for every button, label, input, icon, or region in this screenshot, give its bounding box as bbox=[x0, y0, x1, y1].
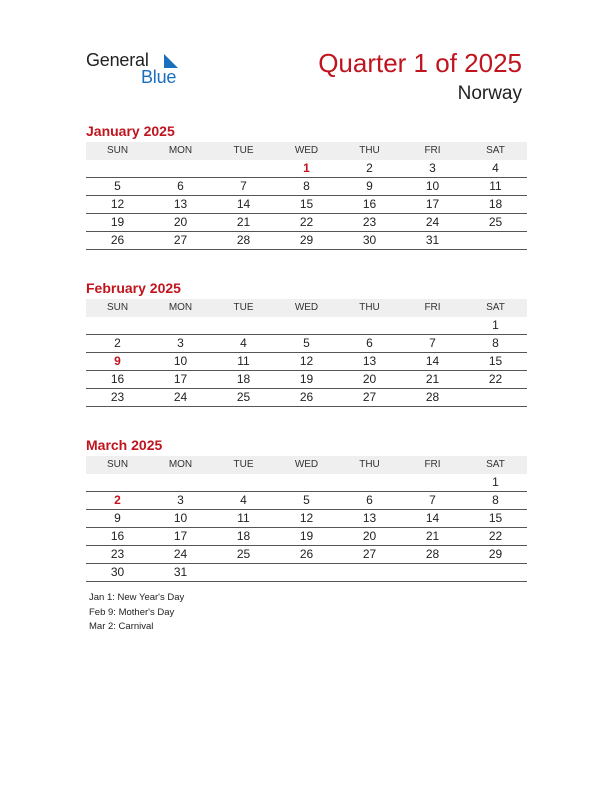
month-title: January 2025 bbox=[86, 123, 175, 139]
day-cell: 18 bbox=[236, 529, 251, 543]
day-cell: 24 bbox=[173, 547, 188, 561]
day-cell bbox=[86, 160, 149, 177]
day-cell: 5 bbox=[303, 336, 310, 350]
day-cell: 25 bbox=[488, 215, 503, 229]
weekday-label: WED bbox=[294, 145, 319, 156]
day-cell: 2 bbox=[366, 161, 373, 175]
day-cell: 9 bbox=[366, 179, 373, 193]
day-cell: 21 bbox=[236, 215, 251, 229]
week-row bbox=[86, 353, 527, 371]
week-row bbox=[86, 492, 527, 510]
day-cell: 8 bbox=[303, 179, 310, 193]
day-cell: 15 bbox=[299, 197, 314, 211]
week-row bbox=[86, 232, 527, 250]
day-cell: 25 bbox=[236, 547, 251, 561]
holiday-day-cell: 9 bbox=[114, 354, 121, 368]
day-cell: 6 bbox=[177, 179, 184, 193]
day-cell: 1 bbox=[492, 475, 499, 489]
weekday-label: THU bbox=[359, 459, 380, 470]
weekday-label: FRI bbox=[424, 459, 441, 470]
weekday-label: MON bbox=[168, 459, 193, 470]
weekday-label: TUE bbox=[233, 145, 254, 156]
weekday-label: SUN bbox=[106, 459, 129, 470]
day-cell: 11 bbox=[237, 354, 250, 368]
weekday-label: MON bbox=[168, 145, 193, 156]
week-row bbox=[86, 371, 527, 389]
day-cell: 18 bbox=[236, 372, 251, 386]
month-march bbox=[86, 436, 527, 582]
week-row bbox=[86, 196, 527, 214]
weekday-label: SAT bbox=[486, 459, 505, 470]
day-cell: 26 bbox=[299, 547, 314, 561]
day-cell: 29 bbox=[299, 233, 314, 247]
day-cell: 27 bbox=[362, 547, 377, 561]
day-cell: 25 bbox=[236, 390, 251, 404]
day-cell bbox=[212, 160, 275, 177]
weekday-label: SUN bbox=[106, 145, 129, 156]
day-cell: 11 bbox=[489, 179, 502, 193]
day-cell: 15 bbox=[488, 511, 503, 525]
day-cell: 2 bbox=[114, 336, 121, 350]
day-cell: 23 bbox=[110, 390, 125, 404]
day-cell bbox=[86, 474, 149, 491]
day-cell bbox=[212, 317, 275, 334]
day-cell: 13 bbox=[173, 197, 188, 211]
day-cell bbox=[149, 317, 212, 334]
day-cell bbox=[464, 232, 527, 249]
holiday-note: Mar 2: Carnival bbox=[89, 621, 154, 632]
day-cell: 3 bbox=[177, 336, 184, 350]
day-cell: 10 bbox=[173, 354, 188, 368]
day-cell: 7 bbox=[429, 336, 436, 350]
day-cell: 13 bbox=[362, 511, 377, 525]
day-cell: 21 bbox=[425, 529, 440, 543]
day-cell: 4 bbox=[240, 336, 247, 350]
week-row bbox=[86, 214, 527, 232]
week-row bbox=[86, 160, 527, 178]
weekday-label: MON bbox=[168, 302, 193, 313]
day-cell bbox=[86, 317, 149, 334]
day-cell bbox=[275, 564, 338, 581]
day-cell: 16 bbox=[362, 197, 377, 211]
holiday-day-cell: 1 bbox=[303, 161, 310, 175]
day-cell bbox=[401, 564, 464, 581]
week-row bbox=[86, 564, 527, 582]
day-cell: 18 bbox=[488, 197, 503, 211]
day-cell: 13 bbox=[362, 354, 377, 368]
day-cell: 19 bbox=[299, 372, 314, 386]
month-january bbox=[86, 122, 527, 250]
holiday-notes bbox=[89, 591, 184, 635]
weekday-header-row bbox=[86, 456, 527, 474]
day-cell: 17 bbox=[173, 529, 188, 543]
day-cell: 27 bbox=[362, 390, 377, 404]
weekday-label: WED bbox=[294, 459, 319, 470]
day-cell bbox=[338, 317, 401, 334]
day-cell: 24 bbox=[425, 215, 440, 229]
weekday-label: SAT bbox=[486, 145, 505, 156]
day-cell: 4 bbox=[240, 493, 247, 507]
month-title: March 2025 bbox=[86, 437, 163, 453]
day-cell: 8 bbox=[492, 336, 499, 350]
day-cell: 16 bbox=[110, 529, 125, 543]
day-cell: 7 bbox=[429, 493, 436, 507]
week-row bbox=[86, 528, 527, 546]
weekday-label: THU bbox=[359, 145, 380, 156]
generalblue-logo bbox=[86, 50, 196, 90]
weekday-label: THU bbox=[359, 302, 380, 313]
day-cell bbox=[401, 317, 464, 334]
day-cell: 26 bbox=[110, 233, 125, 247]
weekday-label: SUN bbox=[106, 302, 129, 313]
day-cell: 20 bbox=[173, 215, 188, 229]
day-cell bbox=[275, 474, 338, 491]
day-cell: 6 bbox=[366, 336, 373, 350]
day-cell: 30 bbox=[362, 233, 377, 247]
day-cell: 30 bbox=[110, 565, 125, 579]
week-row bbox=[86, 546, 527, 564]
day-cell: 19 bbox=[299, 529, 314, 543]
day-cell: 17 bbox=[173, 372, 188, 386]
day-cell: 14 bbox=[425, 354, 440, 368]
day-cell: 6 bbox=[366, 493, 373, 507]
day-cell: 9 bbox=[114, 511, 121, 525]
weekday-label: FRI bbox=[424, 145, 441, 156]
weekday-label: FRI bbox=[424, 302, 441, 313]
day-cell: 5 bbox=[114, 179, 121, 193]
day-cell: 14 bbox=[425, 511, 440, 525]
day-cell bbox=[338, 474, 401, 491]
day-cell bbox=[464, 389, 527, 406]
day-cell: 1 bbox=[492, 318, 499, 332]
holiday-day-cell: 2 bbox=[114, 493, 121, 507]
weekday-label: TUE bbox=[233, 302, 254, 313]
day-cell: 22 bbox=[488, 372, 503, 386]
day-cell: 27 bbox=[173, 233, 188, 247]
day-cell bbox=[401, 474, 464, 491]
week-row bbox=[86, 474, 527, 492]
weekday-header-row bbox=[86, 299, 527, 317]
day-cell bbox=[149, 160, 212, 177]
day-cell: 21 bbox=[425, 372, 440, 386]
day-cell bbox=[212, 474, 275, 491]
day-cell: 5 bbox=[303, 493, 310, 507]
day-cell: 15 bbox=[488, 354, 503, 368]
weekday-label: TUE bbox=[233, 459, 254, 470]
day-cell bbox=[464, 564, 527, 581]
weekday-header-row bbox=[86, 142, 527, 160]
day-cell bbox=[212, 564, 275, 581]
day-cell: 10 bbox=[173, 511, 188, 525]
day-cell: 17 bbox=[425, 197, 440, 211]
day-cell bbox=[275, 317, 338, 334]
day-cell: 22 bbox=[488, 529, 503, 543]
day-cell: 29 bbox=[488, 547, 503, 561]
day-cell: 24 bbox=[173, 390, 188, 404]
day-cell: 19 bbox=[110, 215, 125, 229]
day-cell: 28 bbox=[236, 233, 251, 247]
day-cell: 20 bbox=[362, 529, 377, 543]
holiday-note: Jan 1: New Year's Day bbox=[89, 592, 185, 603]
week-row bbox=[86, 178, 527, 196]
day-cell: 16 bbox=[110, 372, 125, 386]
day-cell bbox=[338, 564, 401, 581]
day-cell: 23 bbox=[110, 547, 125, 561]
day-cell: 31 bbox=[173, 565, 188, 579]
day-cell: 4 bbox=[492, 161, 499, 175]
day-cell: 10 bbox=[425, 179, 440, 193]
day-cell: 20 bbox=[362, 372, 377, 386]
week-row bbox=[86, 389, 527, 407]
day-cell: 3 bbox=[429, 161, 436, 175]
weekday-label: WED bbox=[294, 302, 319, 313]
month-title: February 2025 bbox=[86, 280, 181, 296]
day-cell: 14 bbox=[236, 197, 251, 211]
weekday-label: SAT bbox=[486, 302, 505, 313]
holiday-note: Feb 9: Mother's Day bbox=[89, 606, 175, 618]
day-cell: 8 bbox=[492, 493, 499, 507]
day-cell: 23 bbox=[362, 215, 377, 229]
day-cell: 22 bbox=[299, 215, 314, 229]
logo-blue-text: Blue bbox=[141, 67, 177, 87]
day-cell: 26 bbox=[299, 390, 314, 404]
week-row bbox=[86, 335, 527, 353]
day-cell bbox=[149, 474, 212, 491]
page-title: Quarter 1 of 2025 bbox=[318, 48, 522, 78]
day-cell: 12 bbox=[110, 197, 125, 211]
day-cell: 12 bbox=[299, 354, 314, 368]
day-cell: 28 bbox=[425, 390, 440, 404]
month-february bbox=[86, 279, 527, 407]
logo-general-text: General bbox=[86, 50, 149, 70]
day-cell: 7 bbox=[240, 179, 247, 193]
week-row bbox=[86, 510, 527, 528]
day-cell: 28 bbox=[425, 547, 440, 561]
country-name: Norway bbox=[457, 83, 522, 104]
week-row bbox=[86, 317, 527, 335]
day-cell: 3 bbox=[177, 493, 184, 507]
day-cell: 11 bbox=[237, 511, 250, 525]
day-cell: 31 bbox=[425, 233, 440, 247]
day-cell: 12 bbox=[299, 511, 314, 525]
